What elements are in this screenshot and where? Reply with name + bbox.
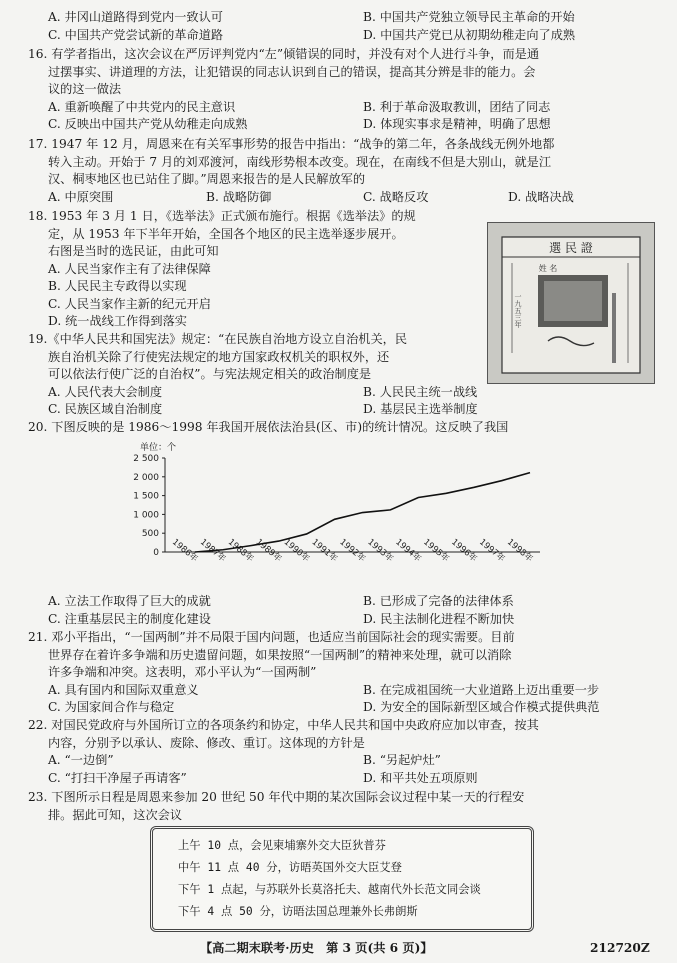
- question-text: 17. 1947 年 12 月，周恩来在有关军事形势的报告中指出：“战争的第二年，各条战线无例外地都: [28, 137, 555, 151]
- schedule-item: 下午 1 点起，与苏联外长莫洛托夫、越南代外长范文同会谈: [178, 883, 481, 896]
- y-tick-label: 1 500: [133, 491, 159, 502]
- schedule-item: 中午 11 点 40 分，访晤英国外交大臣艾登: [178, 861, 402, 874]
- footer-code: 212720Z: [590, 941, 650, 955]
- option-a: A. “一边倒”: [48, 753, 114, 767]
- question-text: 16. 有学者指出，这次会议在严厉评判党内“左”倾错误的同时，并没有对个人进行斗争，而是通: [28, 47, 540, 61]
- question-text: 可以依法行使广泛的自治权”。与宪法规定相关的政治制度是: [48, 367, 372, 381]
- card-title: 選 民 證: [549, 241, 593, 255]
- question-text: 许多争端和冲突。这表明，邓小平认为“一国两制”: [48, 665, 317, 679]
- option-a: A. 具有国内和国际双重意义: [48, 682, 199, 697]
- option-d: D. 民主法制化进程不断加快: [363, 611, 515, 626]
- y-tick-label: 1 000: [133, 510, 159, 521]
- question-text: 汉、桐枣地区也已站住了脚。”周恩来报告的是人民解放军的: [48, 172, 366, 186]
- schedule-box: [150, 826, 534, 932]
- option-d: D. 基层民主选举制度: [363, 402, 478, 416]
- question-22: [28, 717, 654, 787]
- option-b: B. 人民民主专政得以实现: [48, 279, 187, 293]
- option-a: A. 井冈山道路得到党内一致认可: [48, 10, 223, 24]
- question-text: 定，从 1953 年下半年开始，全国各个地区的民主选举逐步展开。: [48, 226, 404, 241]
- question-23: [28, 789, 654, 824]
- option-a: A. 人民当家作主有了法律保障: [48, 261, 211, 276]
- question-text: 18. 1953 年 3 月 1 日，《选举法》正式颁布施行。根据《选举法》的规: [28, 209, 416, 223]
- y-tick-label: 0: [153, 548, 159, 558]
- x-tick-label: 1989年: [253, 537, 284, 565]
- question-16: [28, 46, 654, 134]
- x-tick-label: 1993年: [365, 537, 395, 565]
- option-d: D. 和平共处五项原则: [363, 770, 478, 785]
- question-19: [28, 331, 654, 419]
- statistics-line-chart: [120, 440, 550, 590]
- option-b: B. 中国共产党独立领导民主革命的开始: [363, 10, 575, 24]
- x-tick-label: 1997年: [477, 537, 507, 565]
- footer-title: 【高二期末联考·历史 第 3 页(共 6 页)】: [200, 941, 433, 955]
- schedule-item: 下午 4 点 50 分，访晤法国总理兼外长弗朗斯: [178, 905, 418, 918]
- question-text: 22. 对国民党政府与外国所订立的各项条约和协定，中华人民共和国中央政府应加以审查，按其: [28, 718, 539, 732]
- x-tick-label: 1991年: [309, 537, 340, 565]
- question-text: 20. 下图反映的是 1986～1998 年我国开展依法治县(区、市)的统计情况。这反映了我国: [28, 420, 509, 434]
- question-20: [28, 419, 654, 437]
- x-tick-label: 1994年: [393, 537, 423, 565]
- option-d: D. 统一战线工作得到落实: [48, 314, 187, 328]
- y-tick-label: 2 000: [133, 472, 159, 483]
- question-text: 过摆事实、讲道理的方法，让犯错误的同志认识到自己的错误，提高其分辨是非的能力。会: [48, 64, 536, 79]
- option-b: B. 人民民主统一战线: [363, 384, 478, 399]
- page-footer: [0, 940, 677, 958]
- option-a: A. 重新唤醒了中共党内的民主意识: [48, 99, 236, 114]
- x-tick-label: 1986年: [169, 537, 200, 565]
- question-text: 23. 下图所示日程是周恩来参加 20 世纪 50 年代中期的某次国际会议过程中某一天的行程安: [28, 790, 525, 804]
- question-text: 内容，分别予以承认、废除、修改、重订。这体现的方针是: [48, 735, 365, 750]
- x-tick-label: 1987年: [197, 537, 228, 565]
- option-b: B. 已形成了完备的法律体系: [363, 594, 514, 608]
- option-a: A. 立法工作取得了巨大的成就: [48, 594, 211, 608]
- option-c: C. “打扫干净屋子再请客”: [48, 770, 187, 785]
- option-c: C. 反映出中国共产党从幼稚走向成熟: [48, 117, 248, 131]
- option-d: D. 战略决战: [508, 189, 574, 204]
- x-tick-label: 1996年: [449, 537, 479, 565]
- question-20-options: [28, 593, 654, 628]
- y-axis-label: 单位：个: [140, 443, 177, 453]
- option-b: B. 利于革命汲取教训，团结了同志: [363, 99, 551, 114]
- y-tick-label: 500: [141, 529, 159, 540]
- option-b: B. 在完成祖国统一大业道路上迈出重要一步: [363, 682, 600, 697]
- x-tick-label: 1990年: [281, 537, 312, 565]
- question-text: 世界存在着许多争端和历史遗留问题，如果按照“一国两制”的精神来处理，就可以消除: [48, 647, 512, 662]
- question-text: 排。据此可知，这次会议: [48, 807, 183, 822]
- question-text: 转入主动。开始于 7 月的刘邓渡河，南线形势根本改变。现在，在南线不但是大别山，就是江: [48, 154, 552, 169]
- y-tick-label: 2 500: [133, 454, 159, 464]
- option-d: D. 体现实事求是精神，明确了思想: [363, 117, 551, 131]
- card-date: 一九五三年: [514, 293, 522, 328]
- question-text: 21. 邓小平指出，“一国两制”并不局限于国内问题，也适应当前国际社会的现实需要。目前: [28, 630, 515, 644]
- option-b: B. “另起炉灶”: [363, 753, 441, 767]
- x-tick-label: 1988年: [225, 537, 256, 565]
- question-text: 议的这一做法: [48, 82, 122, 96]
- card-name-label: 姓 名: [538, 264, 558, 273]
- schedule-item: 上午 10 点，会见柬埔寨外交大臣狄普芬: [178, 839, 386, 852]
- x-tick-label: 1992年: [337, 537, 367, 565]
- option-c: C. 民族区域自治制度: [48, 402, 163, 416]
- option-a: A. 中原突围: [48, 189, 114, 204]
- question-text: 右图是当时的选民证，由此可知: [48, 244, 219, 258]
- option-c: C. 战略反攻: [363, 189, 429, 204]
- option-b: B. 战略防御: [206, 189, 272, 204]
- x-tick-label: 1995年: [421, 537, 451, 565]
- option-d: D. 中国共产党已从初期幼稚走向了成熟: [363, 27, 576, 42]
- question-17: [28, 136, 654, 206]
- option-c: C. 中国共产党尝试新的革命道路: [48, 27, 224, 42]
- x-tick-label: 1998年: [504, 537, 535, 565]
- question-text: 族自治机关除了行使宪法规定的地方国家政权机关的职权外，还: [48, 349, 390, 364]
- option-a: A. 人民代表大会制度: [48, 384, 163, 399]
- question-21: [28, 629, 654, 717]
- question-text: 19.《中华人民共和国宪法》规定：“在民族自治地方设立自治机关，民: [28, 332, 408, 346]
- option-c: C. 注重基层民主的制度化建设: [48, 611, 211, 626]
- series-line: [195, 473, 530, 552]
- question-18: [28, 208, 478, 331]
- question-15-options: [28, 9, 654, 44]
- option-c: C. 为国家间合作与稳定: [48, 700, 175, 714]
- option-c: C. 人民当家作主新的纪元开启: [48, 296, 211, 311]
- option-d: D. 为安全的国际新型区域合作模式提供典范: [363, 700, 600, 714]
